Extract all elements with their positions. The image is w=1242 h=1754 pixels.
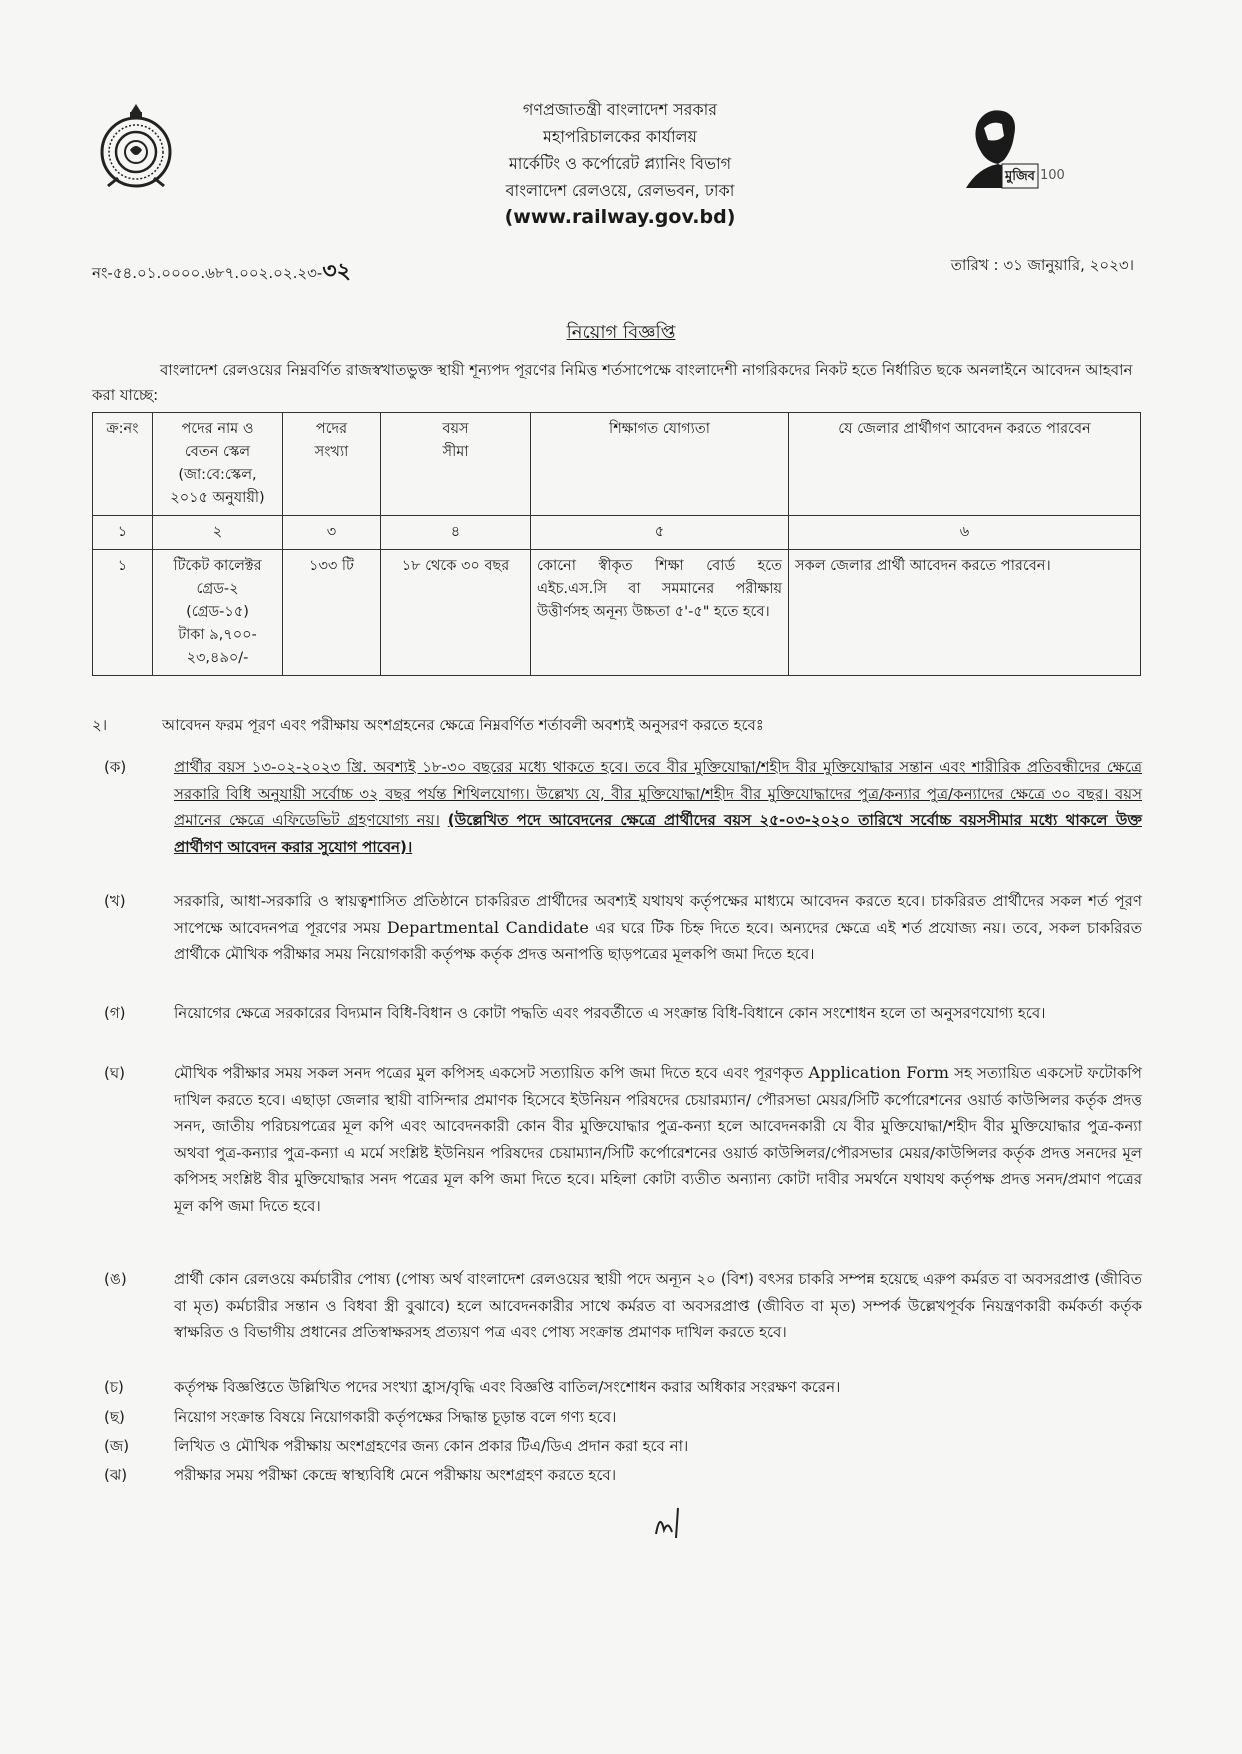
condition-ja	[92, 1433, 1142, 1460]
header-post-line: ২০১৫ অনুযায়ী)	[170, 490, 265, 506]
header-education: শিক্ষাগত যোগ্যতা	[531, 413, 789, 516]
condition-label: (ছ)	[104, 1408, 125, 1426]
column-number: ৩	[283, 516, 381, 550]
row-post-line: গ্রেড-২	[196, 581, 239, 597]
memo-date: তারিখ : ৩১ জানুয়ারি, ২০২৩।	[950, 256, 1134, 274]
header-post-name	[153, 413, 283, 516]
condition-label: (জ)	[104, 1437, 130, 1455]
header-post-count	[283, 413, 381, 516]
row-post-line: টাকা ৯,৭০০-	[178, 627, 257, 643]
condition-text	[174, 888, 1142, 968]
header-age-line: বয়স	[442, 421, 469, 437]
condition-ka-text: প্রার্থীর বয়স ১৩-০২-২০২৩ খ্রি. অবশ্যই ১৮-৩০ বছরের মধ্যে থাকতে হবে। তবে বীর মুক্তিযোদ্ধা/শহীদ বীর মুক্তিযোদ্ধার সন্তান এবং শারীরিক প্রতিবন্ধীদের ক্ষেত্রে সরকারি বিধি অনুযায়ী সর্বোচ্চ ৩২ বছর পর্যন্ত শিথিলযোগ্য। উল্লেখ্য যে, বীর মুক্তিযোদ্ধা/শহীদ বীর মুক্তিযোদ্ধাদের পুত্র/কন্যার পুত্র/কন্যাদের ক্ষেত্রে ৩০ বছর। বয়স প্রমানের ক্ষেত্রে এফিডেভিট গ্রহণযোগ্য নয়।	[174, 758, 1142, 829]
intro-paragraph: বাংলাদেশ রেলওয়ের নিম্নবর্ণিত রাজস্বখাতভুক্ত স্থায়ী শূন্যপদ পূরণের নিমিত্ত শর্তসাপেক্ষে বাংলাদেশী নাগরিকদের নিকট হতে নির্ধারিত ছকে অনলাইনে আবেদন আহবান করা যাচ্ছে:	[92, 361, 1133, 404]
bangladesh-railway-emblem-logo	[98, 100, 174, 192]
header-age-limit	[381, 413, 531, 516]
header-count-line: সংখ্যা	[314, 444, 349, 460]
header-website: (www.railway.gov.bd)	[504, 206, 736, 228]
condition-ga-text: নিয়োগের ক্ষেত্রে সরকারের বিদ্যমান বিধি-বিধান ও কোটা পদ্ধতি এবং পরবর্তীতে এ সংক্রান্ত বিধি-বিধানে কোন সংশোধন হলে তা অনুসরণযোগ্য হবে।	[174, 1004, 1046, 1022]
memo-number-text: নং-৫৪.০১.০০০০.৬৮৭.০০২.০২.২৩-	[92, 264, 323, 282]
section-2-heading	[92, 714, 764, 739]
condition-gha	[92, 1060, 1142, 1219]
row-post-line: ২৩,৪৯০/-	[186, 650, 249, 666]
condition-label: (ঙ)	[104, 1270, 127, 1288]
condition-label: (ঘ)	[104, 1064, 125, 1082]
vacancy-table	[92, 412, 1141, 676]
office-header	[380, 96, 860, 231]
column-number: ৪	[381, 516, 531, 550]
memo-number	[92, 254, 351, 291]
table-row	[93, 550, 1141, 676]
condition-chha-text: নিয়োগ সংক্রান্ত বিষয়ে নিয়োগকারী কর্তৃপক্ষের সিদ্ধান্ত চূড়ান্ত বলে গণ্য হবে।	[174, 1408, 617, 1426]
row-age-limit: ১৮ থেকে ৩০ বছর	[381, 550, 531, 676]
column-number: ৫	[531, 516, 789, 550]
row-post-line: (গ্রেড-১৫)	[186, 604, 249, 620]
condition-text	[174, 1060, 1142, 1219]
header-address-line: বাংলাদেশ রেলওয়ে, রেলভবন, ঢাকা	[505, 181, 735, 200]
condition-label: (ঝ)	[104, 1466, 128, 1484]
row-post-name	[153, 550, 283, 676]
condition-label: (ক)	[104, 758, 127, 776]
condition-gha-text-2: সহ সত্যায়িত একসেট ফটোকপি দাখিল করতে হবে। এছাড়া জেলার স্থায়ী বাসিন্দার প্রমাণক হিসেবে ইউনিয়ন পরিষদের চেয়ারম্যান/ পৌরসভা মেয়র/সিটি কর্পোরেশনের ওয়ার্ড কাউন্সিলর কর্তৃক প্রদত্ত সনদ, জাতীয় পরিচয়পত্রের মূল কপি এবং আবেদনকারী কোন বীর মুক্তিযোদ্ধার পুত্র-কন্যা হলে আবেদনকারী যে বীর মুক্তিযোদ্ধা/শহীদ বীর মুক্তিযোদ্ধার পুত্র-কন্যা অথবা পুত্র-কন্যার পুত্র-কন্যা এ মর্মে সংশ্লিষ্ট ইউনিয়ন পরিষদের চেয়াম্যান/সিটি কর্পোরেশনের ওয়ার্ড কাউন্সিলর/পৌরসভার মেয়র/কাউন্সিলর কর্তৃক প্রদত্ত সনদের মূল কপিসহ সংশ্লিষ্ট বীর মুক্তিযোদ্ধার সনদ পত্রের মূল কপি জমা দিতে হবে। মহিলা কোটা ব্যতীত অন্যান্য কোটা দাবীর সমর্থনে যথাযথ কর্তৃপক্ষ প্রদত্ত সনদ/প্রমাণ পত্রের মূল কপি জমা দিতে হবে।	[174, 1064, 1142, 1215]
section-2-number: ২।	[92, 716, 108, 734]
column-number: ১	[93, 516, 153, 550]
header-post-line: বেতন স্কেল	[184, 444, 251, 460]
condition-gha-text: মৌখিক পরীক্ষার সময় সকল সনদ পত্রের মুল কপিসহ একসেট সত্যায়িত কপি জমা দিতে হবে এবং পূরণকৃত	[174, 1064, 804, 1082]
condition-ka-bold-text: (উল্লেখিত পদে আবেদনের ক্ষেত্রে প্রার্থীদের বয়স ২৫-০৩-২০২০ তারিখে সর্বোচ্চ বয়সসীমার মধ্যে থাকলে উক্ত প্রার্থীগণ আবেদন করার সুযোগ পাবেন)।	[174, 811, 1142, 856]
column-number: ৬	[789, 516, 1141, 550]
condition-text	[174, 754, 1142, 860]
table-column-number-row	[93, 516, 1141, 550]
condition-label: (গ)	[104, 1004, 126, 1022]
condition-kha-text: সরকারি, আধা-সরকারি ও স্বায়ত্বশাসিত প্রতিষ্ঠানে চাকরিরত প্রার্থীদের অবশ্যই যথাযথ কর্তৃপক্ষের মাধ্যমে আবেদন করতে হবে। চাকরিরত প্রার্থীদের সকল শর্ত পূরণ সাপেক্ষে আবেদনপত্র পূরণের সময়	[174, 892, 1142, 937]
departmental-candidate-text: Departmental Candidate	[386, 917, 589, 937]
mujib-logo-text: মুজিব	[1005, 169, 1035, 184]
condition-cha	[92, 1374, 1142, 1401]
row-post-count: ১৩৩ টি	[283, 550, 381, 676]
handwritten-signature	[650, 1494, 700, 1544]
condition-umo	[92, 1266, 1142, 1346]
row-serial: ১	[93, 550, 153, 676]
row-district: সকল জেলার প্রার্থী আবেদন করতে পারবেন।	[789, 550, 1141, 676]
table-header-row	[93, 413, 1141, 516]
header-post-line: পদের নাম ও	[181, 421, 254, 437]
header-age-line: সীমা	[442, 444, 469, 460]
condition-chha	[92, 1404, 1142, 1431]
condition-kha-text-2: এর ঘরে টিক চিহ্ন দিতে হবে। অন্যদের ক্ষেত্রে এই শর্ত প্রযোজ্য নয়। তবে, সকল চাকরিরত প্রার্থীকে মৌখিক পরীক্ষার সময় নিয়োগকারী কর্তৃপক্ষ কর্তৃক প্রদত্ত অনাপত্তি ছাড়পত্রের মূলকপি জমা দিতে হবে।	[174, 918, 1143, 963]
condition-label: (খ)	[104, 892, 126, 910]
header-count-line: পদের	[315, 421, 348, 437]
condition-umo-text: প্রার্থী কোন রেলওয়ে কর্মচারীর পোষ্য (পোষ্য অর্থ বাংলাদেশ রেলওয়ের স্থায়ী পদে অন্যূন ২০ (বিশ) বৎসর চাকরি সম্পন্ন হয়েছে এরুপ কর্মরত বা অবসরপ্রাপ্ত (জীবিত বা মৃত) কর্মচারীর সন্তান ও বিধবা স্ত্রী বুঝাবে) হলে আবেদনকারীর সাথে কর্মরত বা অবসরপ্রাপ্ত (জীবিত বা মৃত) সম্পর্ক উল্লেখপূর্বক নিয়ন্ত্রণকারী কর্মকর্তা কর্তৃক স্বাক্ষরিত ও বিভাগীয় প্রধানের প্রতিস্বাক্ষরসহ প্রত্যয়ণ পত্র এবং পোষ্য সংক্রান্ত প্রমাণক দাখিল করতে হবে।	[174, 1270, 1142, 1341]
condition-kha	[92, 888, 1142, 968]
row-post-line: টিকেট কালেক্টর	[173, 558, 262, 574]
application-form-text: Application Form	[808, 1063, 949, 1082]
condition-ka	[92, 754, 1142, 860]
header-department-line: মার্কেটিং ও কর্পোরেট প্ল্যানিং বিভাগ	[508, 154, 732, 173]
header-post-line: (জা:বে:স্কেল,	[178, 467, 257, 483]
condition-ga	[92, 1000, 1142, 1027]
condition-ja-text: লিখিত ও মৌখিক পরীক্ষায় অংশগ্রহণের জন্য কোন প্রকার টিএ/ডিএ প্রদান করা হবে না।	[174, 1437, 689, 1455]
mujib-100-logo	[958, 102, 1070, 192]
section-2-text: আবেদন ফরম পূরণ এবং পরীক্ষায় অংশগ্রহনের ক্ষেত্রে নিম্নবর্ণিত শর্তাবলী অবশ্যই অনুসরণ করতে হবেঃ	[162, 716, 764, 734]
header-district: যে জেলার প্রার্থীগণ আবেদন করতে পারবেন	[789, 413, 1141, 516]
condition-label: (চ)	[104, 1378, 124, 1396]
condition-jha-text: পরীক্ষার সময় পরীক্ষা কেন্দ্রে স্বাস্থ্যবিধি মেনে পরীক্ষায় অংশগ্রহণ করতে হবে।	[174, 1466, 617, 1484]
header-office-line: মহাপরিচালকের কার্যালয়	[543, 127, 697, 146]
row-education: কোনো স্বীকৃত শিক্ষা বোর্ড হতে এইচ.এস.সি বা সমমানের পরীক্ষায় উত্তীর্ণসহ অনূন্য উচ্চতা ৫'-৫" হতে হবে।	[531, 550, 789, 676]
notice-title	[0, 318, 1242, 349]
condition-cha-text: কর্তৃপক্ষ বিজ্ঞপ্তিতে উল্লিখিত পদের সংখ্যা হ্রাস/বৃদ্ধি এবং বিজ্ঞপ্তি বাতিল/সংশোধন করার অধিকার সংরক্ষণ করেন।	[174, 1378, 841, 1396]
condition-jha	[92, 1462, 1142, 1489]
mujib-logo-number: 100	[1040, 168, 1065, 183]
header-government-line: গণপ্রজাতন্ত্রী বাংলাদেশ সরকার	[522, 100, 718, 119]
memo-handwritten-number: ৩২	[322, 258, 351, 284]
column-number: ২	[153, 516, 283, 550]
header-serial: ক্র:নং	[93, 413, 153, 516]
notice-title-text: নিয়োগ বিজ্ঞপ্তি	[566, 322, 676, 343]
